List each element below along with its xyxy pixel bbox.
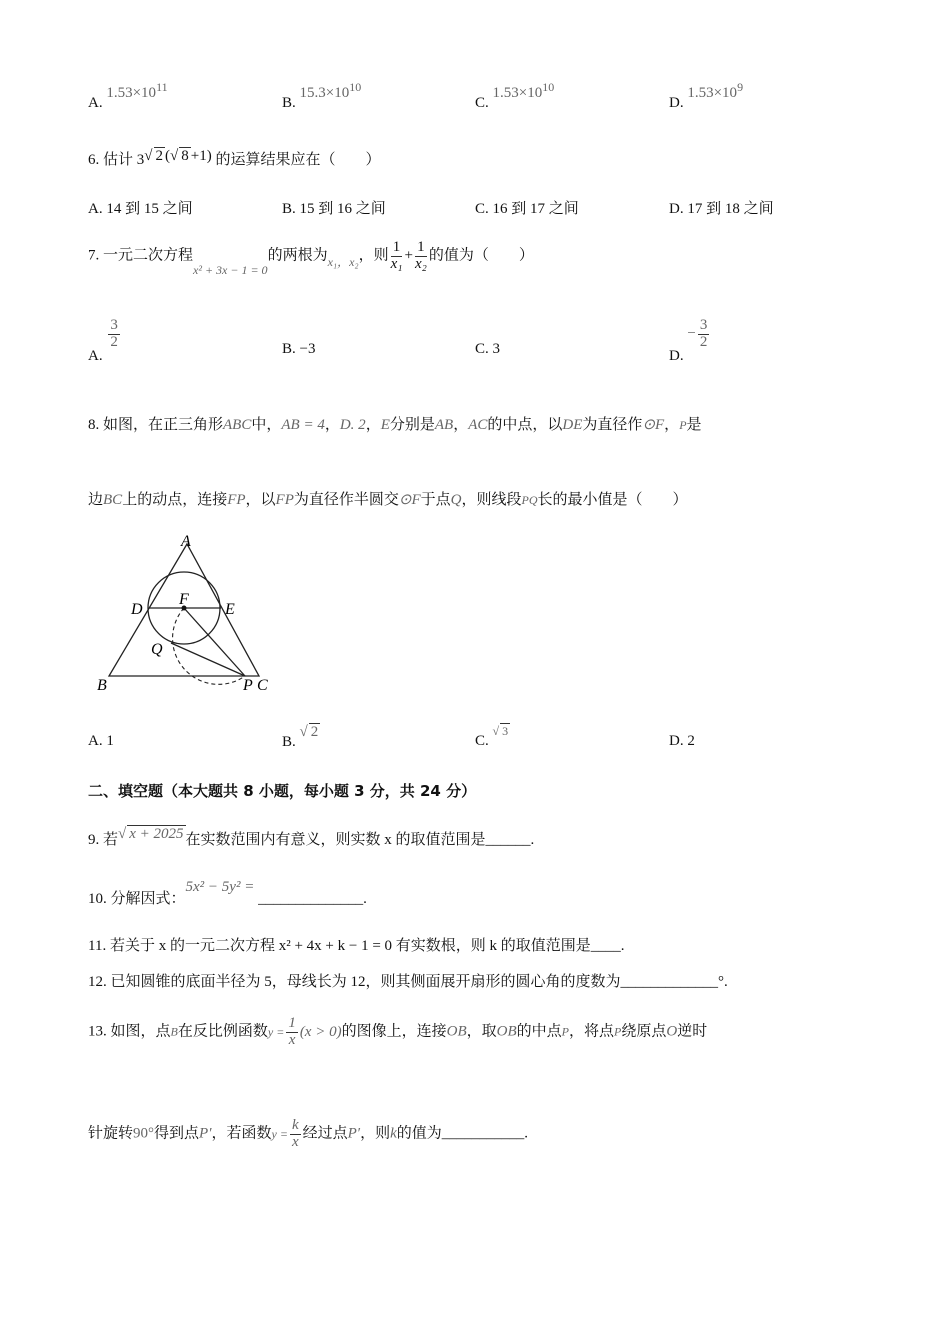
q11-stem: 11. 若关于 x 的一元二次方程 x² + 4x + k − 1 = 0 有实数根，则 k 的取值范围是____. (88, 938, 625, 954)
q5-option-d: D. $1.53\times 10^9$ (669, 80, 744, 111)
q8-option-a: A. 1 (88, 733, 114, 749)
segment-qp (171, 643, 245, 676)
label-f: F (179, 591, 189, 608)
q8-option-b: B. √ 2 (282, 724, 319, 750)
q5-option-c: C. $1.53\times 10^{10}$ (475, 80, 555, 111)
section-heading: 二、填空题（本大题共 8 小题，每小题 3 分，共 24 分） (88, 782, 477, 800)
q10-stem: 10. 分解因式：5x² − 5y² = ______________. (88, 879, 367, 907)
q5-a-value: $1.53\times 10^{11}$ (106, 80, 168, 101)
q13-stem-line1: 13. 如图，点B在反比例函数y = $\frac{1}{x}$ (x > 0)的图像上，连接OB，取OB的中点P，将点P绕原点O逆时 (88, 1015, 708, 1048)
q8-option-c: C. $^{√ 3}$ (475, 724, 509, 749)
q8-stem-line1: 8. 如图，在正三角形ABC中，AB = 4，D. 2，E分别是AB，AC的中点，以DE为直径作⊙F，P是 (88, 417, 702, 433)
q6-stem: 6. 估计 3√ 2 (√ 8 +1) 的运算结果应在（ ） (88, 148, 381, 168)
q8-b-radical: √ 2 (299, 724, 319, 740)
q7-fraction-1: $\frac{1}{\text{x₁}}$ (390, 239, 403, 272)
q13-stem-line2: 针旋转90°得到点P′，若函数y = $\frac{k}{x}$ 经过点P′，则k的值为___________. (88, 1117, 529, 1150)
q5-d-value: $1.53\times 10^9$ (687, 80, 744, 101)
q10-expression: 5x² − 5y² = (185, 879, 255, 895)
semicircle-fp (173, 608, 245, 684)
q12-stem: 12. 已知圆锥的底面半径为 5，母线长为 12，则其侧面展开扇形的圆心角的度数为_____________°. (88, 974, 728, 990)
q6-option-b: B. 15 到 16 之间 (282, 201, 386, 217)
q7-option-d: D. − $\frac{3}{2}$ (669, 317, 708, 364)
q7-option-c: C. 3 (475, 341, 501, 357)
label-e: E (225, 601, 235, 618)
label-d: D (131, 601, 143, 618)
q8-figure (95, 528, 285, 698)
q8-stem-line2: 边BC上的动点，连接FP，以FP为直径作半圆交⊙F于点Q，则线段PQ长的最小值是（ ） (88, 492, 688, 508)
q6-option-a: A. 14 到 15 之间 (88, 201, 193, 217)
q13-function: y = $\frac{1}{x}$ (x > 0) (267, 1015, 342, 1048)
q7-option-b: B. −3 (282, 341, 316, 357)
q7-fraction-2: $\frac{1}{\text{x₂}}$ (414, 239, 427, 272)
q5-b-value: $15.3\times 10^{10}$ (299, 80, 362, 101)
q7-d-fraction: $\frac{3}{2}$ (699, 317, 708, 350)
label-p: P (243, 677, 253, 694)
label-q: Q (151, 641, 163, 658)
q13-function-k: y = $\frac{k}{x}$ (271, 1117, 299, 1150)
q6-option-c: C. 16 到 17 之间 (475, 201, 579, 217)
q9-stem: 9. 若√ x + 2025 在实数范围内有意义，则实数 x 的取值范围是______. (88, 826, 535, 848)
q6-option-d: D. 17 到 18 之间 (669, 201, 774, 217)
q7-a-fraction: $\frac{3}{2}$ (110, 317, 118, 350)
q7-equation: x² + 3x − 1 = 0 (193, 262, 268, 277)
q5-option-a: A. $1.53\times 10^{11}$ (88, 80, 168, 111)
label-b: B (97, 677, 107, 694)
q7-option-a: A. $\frac{3}{2}$ (88, 317, 118, 364)
q6-expression: √ 2 (√ 8 +1) (144, 148, 212, 164)
q8-option-d: D. 2 (669, 733, 695, 749)
segment-fp (184, 608, 245, 676)
label-a: A (181, 533, 191, 550)
q5-option-b: B. $15.3\times 10^{10}$ (282, 80, 362, 111)
q8-c-radical: √ 3 (492, 724, 509, 738)
label-c: C (257, 677, 268, 694)
q9-radical: √ x + 2025 (118, 826, 184, 842)
q7-roots: x₁，x₂ (327, 254, 359, 269)
q5-c-value: $1.53\times 10^{10}$ (492, 80, 555, 101)
q7-stem: 7. 一元二次方程$_{x^2 + 3x - 1 = 0}$的两根为$_{x_1,x_2}$，则 $\frac{1}{\text{x₁}}$ + $\frac{1}{\text{x₂}}$ 的值为（ ） (88, 239, 534, 277)
